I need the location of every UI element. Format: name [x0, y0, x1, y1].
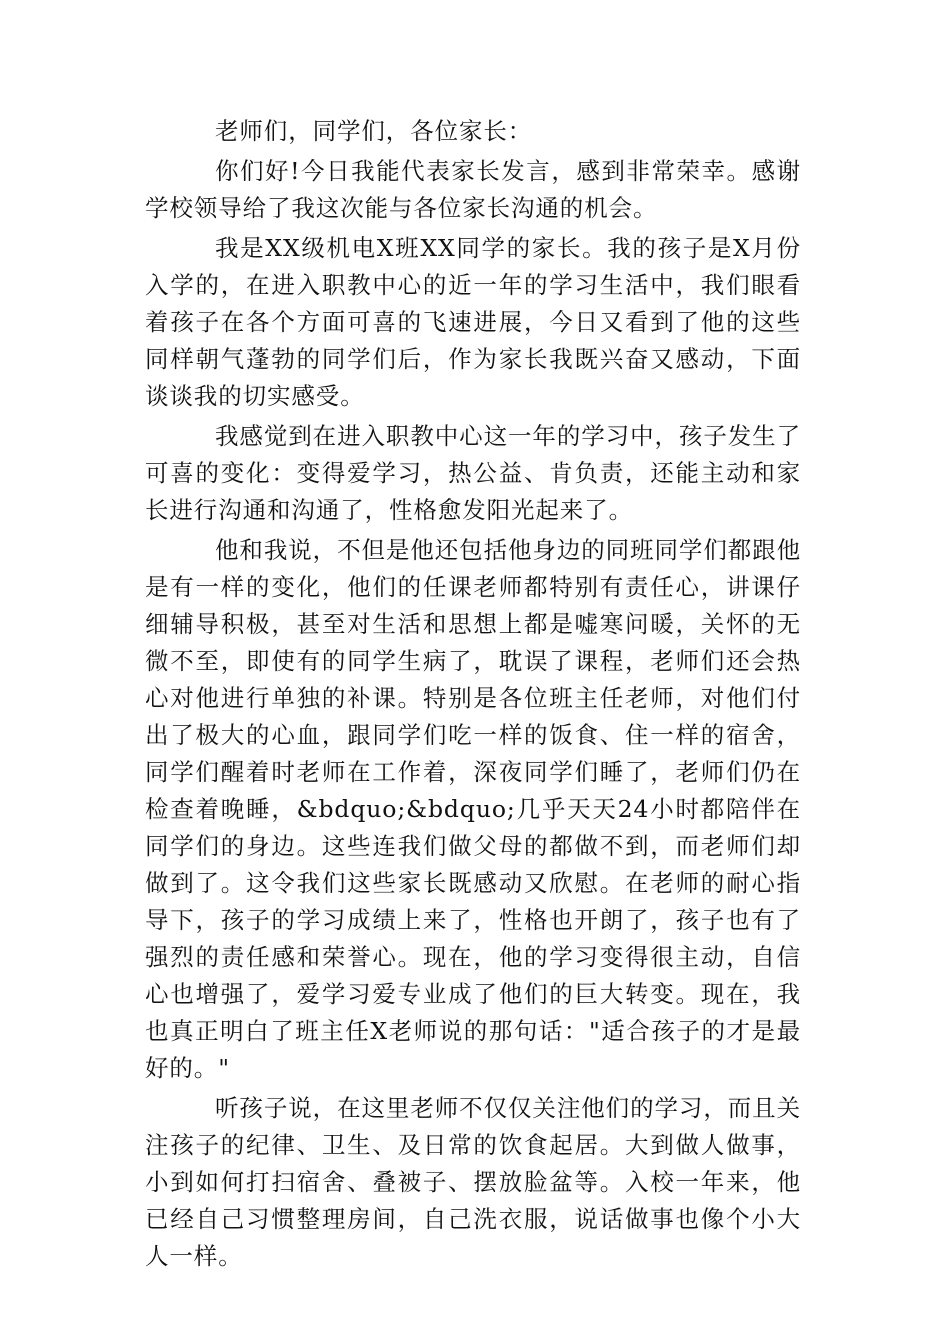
paragraph-introduction: 我是XX级机电X班XX同学的家长。我的孩子是X月份入学的，在进入职教中心的近一年的学习生活中，我们眼看着孩子在各个方面可喜的飞速进展，今日又看到了他的这些同样朝气蓬勃的同学们后，作为家长我既兴奋又感动，下面谈谈我的切实感受。: [145, 234, 801, 410]
paragraph-daily-life: 听孩子说，在这里老师不仅仅关注他们的学习，而且关注孩子的纪律、卫生、及日常的饮食起居。大到做人做事，小到如何打扫宿舍、叠被子、摆放脸盆等。入校一年来，他已经自己习惯整理房间，自己洗衣服，说话做事也像个小大人一样。: [145, 1094, 801, 1270]
paragraph-greeting: 你们好!今日我能代表家长发言，感到非常荣幸。感谢学校领导给了我这次能与各位家长沟通的机会。: [145, 157, 801, 222]
document-body: [145, 113, 801, 1278]
salutation: 老师们，同学们，各位家长：: [215, 117, 533, 145]
paragraph-changes: 我感觉到在进入职教中心这一年的学习中，孩子发生了可喜的变化：变得爱学习，热公益、肯负责，还能主动和家长进行沟通和沟通了，性格愈发阳光起来了。: [145, 422, 801, 524]
paragraph-teachers: 他和我说，不但是他还包括他身边的同班同学们都跟他是有一样的变化，他们的任课老师都特别有责任心，讲课仔细辅导积极，甚至对生活和思想上都是嘘寒问暖，关怀的无微不至，即使有的同学生病了，耽误了课程，老师们还会热心对他进行单独的补课。特别是各位班主任老师，对他们付出了极大的心血，跟同学们吃一样的饭食、住一样的宿舍，同学们醒着时老师在工作着，深夜同学们睡了，老师们仍在检查着晚睡，&bdquo;&bdquo;几乎天天24小时都陪伴在同学们的身边。这些连我们做父母的都做不到，而老师们却做到了。这令我们这些家长既感动又欣慰。在老师的耐心指导下，孩子的学习成绩上来了，性格也开朗了，孩子也有了强烈的责任感和荣誉心。现在，他的学习变得很主动，自信心也增强了，爱学习爱专业成了他们的巨大转变。现在，我也真正明白了班主任X老师说的那句话："适合孩子的才是最好的。": [145, 536, 801, 1082]
